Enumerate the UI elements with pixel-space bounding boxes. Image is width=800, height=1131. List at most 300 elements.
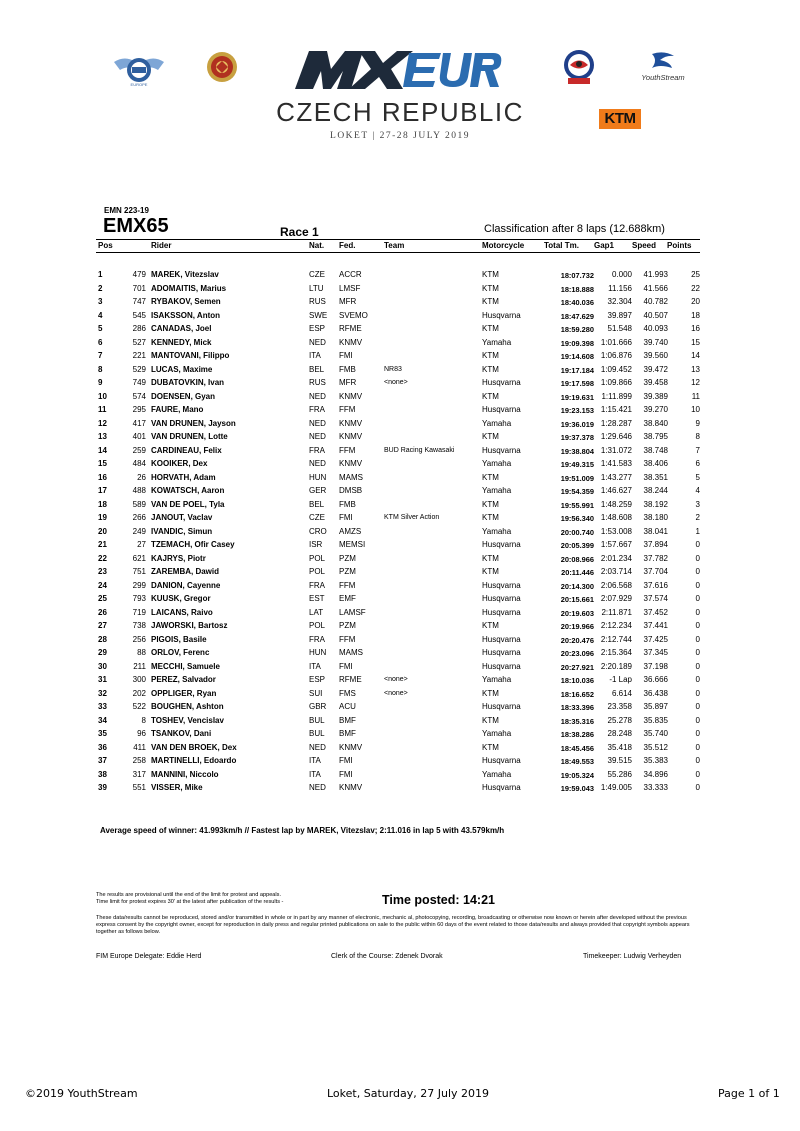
result-rider: VAN DRUNEN, Lotte bbox=[151, 432, 228, 441]
result-number: 8 bbox=[141, 715, 146, 725]
result-total-time: 20:08.966 bbox=[560, 554, 594, 564]
result-speed: 37.704 bbox=[643, 567, 668, 576]
result-pos: 24 bbox=[98, 580, 107, 590]
result-speed: 39.560 bbox=[643, 351, 668, 360]
result-nat: NED bbox=[309, 418, 326, 428]
result-pos: 9 bbox=[98, 378, 103, 387]
result-number: 26 bbox=[137, 472, 146, 482]
table-row bbox=[96, 741, 700, 755]
result-rider: ORLOV, Ferenc bbox=[151, 648, 210, 657]
result-number: 589 bbox=[132, 499, 146, 509]
result-gap: 1:31.072 bbox=[600, 445, 632, 455]
result-fed: MFR bbox=[339, 297, 357, 306]
result-pos: 13 bbox=[98, 432, 107, 441]
result-rider: VAN DEN BROEK, Dex bbox=[151, 742, 237, 752]
result-motorcycle: Yamaha bbox=[482, 729, 512, 738]
legal-disclaimer: These data/results cannot be reproduced, stored and/or transmitted in whole or in part by any manner of electronic, mechanic al, photocopying, recording, broadcasting or otherwise now known or herein after developed without the previous express consent by the copyright owner, except for reproduction in daily press and regular printed publications on sale to the public within 60 days of the event related to those data/results and always provided that copyright symbols appears together as follows below. bbox=[96, 915, 690, 935]
result-gap: 51.548 bbox=[607, 324, 632, 333]
result-motorcycle: Husqvarna bbox=[482, 580, 521, 590]
result-number: 401 bbox=[132, 432, 146, 441]
result-gap: 11.156 bbox=[608, 283, 632, 293]
result-pos: 2 bbox=[98, 283, 103, 293]
result-total-time: 19:38.804 bbox=[560, 446, 594, 456]
result-gap: 39.897 bbox=[607, 310, 632, 320]
col-gap: Gap1 bbox=[594, 241, 615, 250]
result-fed: FMB bbox=[339, 499, 356, 509]
result-fed: KNMV bbox=[339, 432, 363, 441]
result-pos: 20 bbox=[98, 526, 107, 536]
result-rider: DUBATOVKIN, Ivan bbox=[151, 378, 225, 387]
result-speed: 37.782 bbox=[643, 553, 668, 563]
result-speed: 35.740 bbox=[643, 729, 668, 738]
result-fed: ACU bbox=[339, 702, 356, 711]
result-number: 574 bbox=[132, 391, 146, 401]
result-speed: 37.425 bbox=[643, 634, 668, 644]
result-speed: 39.472 bbox=[643, 364, 668, 374]
result-total-time: 19:54.359 bbox=[560, 487, 594, 496]
result-nat: FRA bbox=[309, 634, 325, 644]
result-speed: 38.406 bbox=[643, 459, 668, 468]
result-speed: 37.198 bbox=[643, 661, 668, 671]
result-gap: 1:29.646 bbox=[600, 432, 632, 441]
result-motorcycle: KTM bbox=[482, 715, 499, 725]
result-pos: 10 bbox=[98, 391, 107, 401]
result-number: 211 bbox=[133, 661, 146, 671]
result-team: NR83 bbox=[384, 365, 402, 373]
table-row bbox=[96, 363, 700, 377]
result-nat: FRA bbox=[309, 580, 325, 590]
result-points: 4 bbox=[695, 486, 700, 495]
result-pos: 35 bbox=[98, 729, 107, 738]
event-subtitle: LOKET | 27-28 JULY 2019 bbox=[330, 131, 470, 141]
table-row bbox=[96, 700, 700, 714]
table-row bbox=[96, 633, 700, 647]
result-nat: NED bbox=[309, 432, 326, 441]
result-number: 527 bbox=[132, 337, 146, 347]
result-nat: NED bbox=[309, 742, 326, 752]
result-rider: KENNEDY, Mick bbox=[151, 337, 212, 347]
result-pos: 11 bbox=[98, 405, 107, 414]
result-rider: LUCAS, Maxime bbox=[151, 364, 213, 374]
result-nat: BUL bbox=[309, 715, 325, 725]
result-points: 0 bbox=[695, 540, 700, 549]
result-pos: 1 bbox=[98, 270, 103, 279]
youthstream-logo bbox=[630, 50, 696, 84]
result-pos: 39 bbox=[98, 783, 107, 792]
result-nat: LTU bbox=[309, 283, 324, 293]
mxeuro-logo bbox=[293, 45, 507, 91]
clerk-signature: Clerk of the Course: Zdenek Dvorak bbox=[331, 953, 443, 960]
table-row bbox=[96, 498, 700, 512]
result-total-time: 18:59.280 bbox=[560, 325, 594, 334]
result-motorcycle: Husqvarna bbox=[482, 594, 521, 603]
result-pos: 23 bbox=[98, 567, 107, 576]
result-gap: 35.418 bbox=[607, 742, 632, 752]
result-number: 96 bbox=[137, 729, 146, 738]
result-number: 88 bbox=[137, 648, 146, 657]
table-row bbox=[96, 714, 700, 728]
table-row bbox=[96, 457, 700, 471]
result-fed: PZM bbox=[339, 553, 356, 563]
table-row bbox=[96, 295, 700, 309]
result-fed: FMI bbox=[339, 661, 353, 671]
result-speed: 35.512 bbox=[643, 742, 668, 752]
result-gap: 1:53.008 bbox=[600, 526, 632, 536]
result-gap: 2:07.929 bbox=[600, 594, 632, 603]
result-total-time: 18:35.316 bbox=[560, 716, 594, 726]
result-total-time: 20:14.300 bbox=[560, 581, 594, 591]
result-total-time: 20:23.096 bbox=[560, 649, 594, 658]
result-gap: 1:48.259 bbox=[600, 499, 632, 509]
result-fed: LMSF bbox=[339, 283, 361, 293]
result-speed: 39.389 bbox=[643, 391, 668, 401]
result-number: 793 bbox=[132, 594, 146, 603]
result-fed: DMSB bbox=[339, 486, 363, 495]
result-pos: 38 bbox=[98, 769, 107, 779]
result-speed: 36.438 bbox=[643, 688, 668, 698]
result-gap: 0.000 bbox=[611, 270, 632, 279]
result-nat: BEL bbox=[309, 364, 325, 374]
result-motorcycle: Yamaha bbox=[482, 486, 512, 495]
col-motorcycle: Motorcycle bbox=[482, 241, 525, 250]
result-rider: HORVATH, Adam bbox=[151, 472, 216, 482]
result-nat: POL bbox=[309, 621, 326, 630]
result-points: 0 bbox=[695, 688, 700, 698]
result-fed: FMI bbox=[339, 769, 353, 779]
result-total-time: 18:49.553 bbox=[560, 757, 594, 766]
result-fed: KNMV bbox=[339, 337, 363, 347]
result-gap: 1:28.287 bbox=[600, 418, 632, 428]
result-speed: 33.333 bbox=[643, 783, 668, 792]
result-speed: 37.345 bbox=[643, 648, 668, 657]
acr-logo bbox=[205, 50, 239, 84]
result-total-time: 19:36.019 bbox=[560, 419, 594, 429]
result-fed: KNMV bbox=[339, 459, 363, 468]
result-points: 14 bbox=[691, 351, 700, 360]
result-rider: JANOUT, Vaclav bbox=[151, 513, 213, 522]
result-number: 747 bbox=[132, 297, 146, 306]
classification-after: Classification after 8 laps (12.688km) bbox=[484, 223, 665, 235]
footer-copyright: ©2019 YouthStream bbox=[25, 1087, 138, 1100]
result-speed: 41.566 bbox=[643, 283, 668, 293]
result-number: 411 bbox=[133, 742, 146, 752]
result-nat: NED bbox=[309, 459, 326, 468]
result-motorcycle: KTM bbox=[482, 742, 499, 752]
result-gap: 39.515 bbox=[607, 756, 632, 765]
result-gap: 2:06.568 bbox=[600, 580, 632, 590]
result-speed: 35.383 bbox=[643, 756, 668, 765]
fim-europe-logo bbox=[112, 50, 166, 88]
result-speed: 40.093 bbox=[643, 324, 668, 333]
result-motorcycle: KTM bbox=[482, 513, 499, 522]
result-points: 22 bbox=[691, 283, 700, 293]
result-total-time: 19:51.009 bbox=[560, 473, 594, 483]
result-total-time: 19:56.340 bbox=[560, 514, 594, 523]
result-pos: 5 bbox=[98, 324, 103, 333]
result-number: 299 bbox=[132, 580, 146, 590]
result-speed: 39.270 bbox=[643, 405, 668, 414]
result-pos: 18 bbox=[98, 499, 107, 509]
result-speed: 38.244 bbox=[643, 486, 668, 495]
result-team: <none> bbox=[384, 676, 408, 683]
result-motorcycle: Husqvarna bbox=[482, 378, 521, 387]
result-fed: KNMV bbox=[339, 391, 363, 401]
result-nat: ESP bbox=[309, 675, 326, 684]
table-row bbox=[96, 471, 700, 485]
table-row bbox=[96, 444, 700, 458]
result-nat: ITA bbox=[309, 769, 321, 779]
result-motorcycle: KTM bbox=[482, 297, 499, 306]
result-points: 0 bbox=[695, 783, 700, 792]
result-motorcycle: KTM bbox=[482, 364, 499, 374]
result-number: 258 bbox=[132, 756, 146, 765]
result-pos: 4 bbox=[98, 310, 103, 320]
result-rider: CARDINEAU, Felix bbox=[151, 445, 222, 455]
result-speed: 35.897 bbox=[643, 702, 668, 711]
result-speed: 37.616 bbox=[643, 580, 668, 590]
result-points: 16 bbox=[691, 324, 700, 333]
result-rider: DOENSEN, Gyan bbox=[151, 391, 216, 401]
result-nat: CZE bbox=[309, 513, 325, 522]
result-motorcycle: KTM bbox=[482, 351, 499, 360]
result-pos: 37 bbox=[98, 756, 107, 765]
result-gap: 1:01.666 bbox=[600, 337, 632, 347]
result-motorcycle: Husqvarna bbox=[482, 310, 521, 320]
result-pos: 33 bbox=[98, 702, 107, 711]
result-motorcycle: KTM bbox=[482, 472, 499, 482]
result-motorcycle: Yamaha bbox=[482, 418, 512, 428]
result-total-time: 19:37.378 bbox=[560, 433, 594, 442]
result-speed: 40.507 bbox=[643, 310, 668, 320]
result-points: 13 bbox=[691, 364, 700, 374]
result-fed: FFM bbox=[339, 634, 356, 644]
result-gap: 2:11.871 bbox=[601, 607, 632, 617]
result-total-time: 20:20.476 bbox=[560, 635, 594, 645]
result-fed: FFM bbox=[339, 405, 356, 414]
result-nat: GER bbox=[309, 486, 327, 495]
result-fed: ACCR bbox=[339, 270, 362, 279]
table-row bbox=[96, 768, 700, 782]
result-speed: 38.840 bbox=[643, 418, 668, 428]
result-nat: CRO bbox=[309, 526, 327, 536]
table-row bbox=[96, 619, 700, 633]
col-rider: Rider bbox=[151, 241, 172, 250]
result-fed: MAMS bbox=[339, 472, 363, 482]
result-rider: ZAREMBA, Dawid bbox=[151, 567, 219, 576]
result-rider: ISAKSSON, Anton bbox=[151, 310, 221, 320]
table-row bbox=[96, 349, 700, 363]
col-nat: Nat. bbox=[309, 241, 325, 250]
result-rider: VAN DE POEL, Tyla bbox=[151, 499, 225, 509]
result-points: 20 bbox=[691, 297, 700, 306]
time-posted: Time posted: 14:21 bbox=[382, 893, 496, 907]
result-points: 0 bbox=[695, 567, 700, 576]
table-row bbox=[96, 606, 700, 620]
result-points: 15 bbox=[691, 337, 700, 347]
result-rider: IVANDIC, Simun bbox=[151, 526, 213, 536]
result-motorcycle: KTM bbox=[482, 499, 499, 509]
result-fed: FFM bbox=[339, 445, 356, 455]
result-motorcycle: Husqvarna bbox=[482, 661, 521, 671]
result-nat: FRA bbox=[309, 405, 325, 414]
result-speed: 39.740 bbox=[643, 337, 668, 347]
result-fed: KNMV bbox=[339, 418, 363, 428]
result-points: 0 bbox=[695, 729, 700, 738]
result-number: 286 bbox=[132, 324, 146, 333]
result-fed: KNMV bbox=[339, 783, 363, 792]
result-number: 749 bbox=[132, 378, 146, 387]
result-gap: 2:15.364 bbox=[600, 648, 632, 657]
result-fed: KNMV bbox=[339, 742, 363, 752]
result-rider: KAJRYS, Piotr bbox=[151, 553, 206, 563]
result-nat: HUN bbox=[309, 648, 327, 657]
result-gap: 23.358 bbox=[607, 702, 632, 711]
race-name: Race 1 bbox=[280, 225, 319, 239]
result-fed: MEMSI bbox=[339, 540, 366, 549]
result-total-time: 18:47.629 bbox=[560, 311, 594, 321]
result-motorcycle: KTM bbox=[482, 432, 499, 441]
result-speed: 38.795 bbox=[643, 432, 668, 441]
result-pos: 17 bbox=[98, 486, 107, 495]
result-motorcycle: KTM bbox=[482, 688, 499, 698]
result-motorcycle: KTM bbox=[482, 621, 499, 630]
result-speed: 37.574 bbox=[643, 594, 668, 603]
result-rider: MANTOVANI, Filippo bbox=[151, 351, 230, 360]
result-motorcycle: KTM bbox=[482, 391, 499, 401]
result-rider: TOSHEV, Vencislav bbox=[151, 715, 224, 725]
result-total-time: 19:19.631 bbox=[560, 392, 594, 402]
table-row bbox=[96, 727, 700, 741]
result-speed: 40.782 bbox=[643, 297, 668, 306]
result-motorcycle: Husqvarna bbox=[482, 445, 521, 455]
result-nat: HUN bbox=[309, 472, 327, 482]
result-motorcycle: KTM bbox=[482, 324, 499, 333]
result-pos: 26 bbox=[98, 607, 107, 617]
result-nat: GBR bbox=[309, 702, 327, 711]
result-gap: 1:09.452 bbox=[600, 364, 632, 374]
race-summary: Average speed of winner: 41.993km/h // Fastest lap by MAREK, Vitezslav; 2:11.016 in lap 5 with 43.579km/h bbox=[100, 826, 505, 835]
result-points: 11 bbox=[691, 391, 700, 401]
result-speed: 38.351 bbox=[643, 472, 668, 482]
result-pos: 15 bbox=[98, 459, 107, 468]
result-fed: MFR bbox=[339, 378, 357, 387]
result-pos: 30 bbox=[98, 661, 107, 671]
result-pos: 16 bbox=[98, 472, 107, 482]
result-nat: ESP bbox=[309, 324, 326, 333]
result-number: 551 bbox=[132, 783, 146, 792]
class-name: EMX65 bbox=[103, 215, 169, 237]
result-total-time: 20:05.399 bbox=[560, 541, 594, 550]
result-points: 0 bbox=[695, 702, 700, 711]
result-pos: 25 bbox=[98, 594, 107, 603]
result-points: 18 bbox=[691, 310, 700, 320]
result-number: 202 bbox=[132, 688, 146, 698]
result-number: 719 bbox=[132, 607, 146, 617]
result-pos: 29 bbox=[98, 648, 107, 657]
result-team: KTM Silver Action bbox=[384, 514, 440, 521]
table-row bbox=[96, 336, 700, 350]
result-gap: 2:12.744 bbox=[600, 634, 632, 644]
result-motorcycle: Husqvarna bbox=[482, 702, 521, 711]
result-motorcycle: Yamaha bbox=[482, 459, 512, 468]
result-rider: JAWORSKI, Bartosz bbox=[151, 621, 228, 630]
table-row bbox=[96, 592, 700, 606]
result-points: 0 bbox=[695, 594, 700, 603]
result-total-time: 20:15.661 bbox=[560, 595, 594, 604]
result-number: 259 bbox=[132, 445, 146, 455]
result-number: 27 bbox=[137, 540, 146, 549]
result-nat: EST bbox=[309, 594, 325, 603]
result-speed: 38.748 bbox=[643, 445, 668, 455]
result-number: 701 bbox=[132, 283, 146, 293]
result-speed: 39.458 bbox=[643, 378, 668, 387]
col-points: Points bbox=[667, 241, 692, 250]
result-pos: 36 bbox=[98, 742, 107, 752]
result-motorcycle: Husqvarna bbox=[482, 405, 521, 414]
result-fed: SVEMO bbox=[339, 310, 368, 320]
result-rider: TSANKOV, Dani bbox=[151, 729, 212, 738]
result-gap: 1:15.421 bbox=[600, 405, 632, 414]
result-total-time: 20:27.921 bbox=[560, 662, 594, 672]
result-fed: FMB bbox=[339, 364, 356, 374]
result-gap: 2:20.189 bbox=[600, 661, 632, 671]
result-gap: 2:01.234 bbox=[600, 553, 632, 563]
result-points: 0 bbox=[695, 715, 700, 725]
result-total-time: 20:19.966 bbox=[560, 622, 594, 631]
result-number: 529 bbox=[132, 364, 146, 374]
result-gap: 1:11.899 bbox=[601, 391, 632, 401]
result-speed: 38.192 bbox=[643, 499, 668, 509]
result-total-time: 19:09.398 bbox=[560, 338, 594, 348]
result-pos: 19 bbox=[98, 513, 107, 522]
result-motorcycle: Husqvarna bbox=[482, 756, 521, 765]
result-pos: 27 bbox=[98, 621, 107, 630]
result-gap: 1:46.627 bbox=[600, 486, 632, 495]
result-points: 0 bbox=[695, 648, 700, 657]
result-motorcycle: Yamaha bbox=[482, 337, 512, 347]
result-nat: CZE bbox=[309, 270, 325, 279]
result-speed: 38.041 bbox=[643, 526, 668, 536]
table-row bbox=[96, 565, 700, 579]
col-fed: Fed. bbox=[339, 241, 356, 250]
result-team: <none> bbox=[384, 689, 408, 697]
result-motorcycle: Husqvarna bbox=[482, 634, 521, 644]
result-total-time: 19:05.324 bbox=[560, 770, 594, 780]
result-rider: CANADAS, Joel bbox=[151, 324, 212, 333]
event-code: EMN 223-19 bbox=[104, 206, 149, 215]
result-number: 266 bbox=[132, 513, 146, 522]
result-gap: 1:09.866 bbox=[600, 378, 632, 387]
result-number: 751 bbox=[132, 567, 146, 576]
result-points: 0 bbox=[695, 634, 700, 644]
result-pos: 12 bbox=[98, 418, 107, 428]
result-total-time: 19:59.043 bbox=[560, 784, 594, 793]
result-rider: VISSER, Mike bbox=[151, 783, 203, 792]
result-pos: 31 bbox=[98, 675, 107, 684]
result-total-time: 20:00.740 bbox=[560, 527, 594, 537]
result-gap: 28.248 bbox=[607, 729, 632, 738]
table-row bbox=[96, 417, 700, 431]
result-fed: PZM bbox=[339, 567, 356, 576]
result-points: 0 bbox=[695, 742, 700, 752]
result-fed: BMF bbox=[339, 715, 356, 725]
result-number: 221 bbox=[132, 351, 146, 360]
table-row bbox=[96, 673, 700, 687]
result-rider: MANNINI, Niccolo bbox=[151, 769, 219, 779]
result-rider: OPPLIGER, Ryan bbox=[151, 688, 217, 698]
results-table bbox=[96, 268, 700, 795]
result-nat: FRA bbox=[309, 445, 325, 455]
